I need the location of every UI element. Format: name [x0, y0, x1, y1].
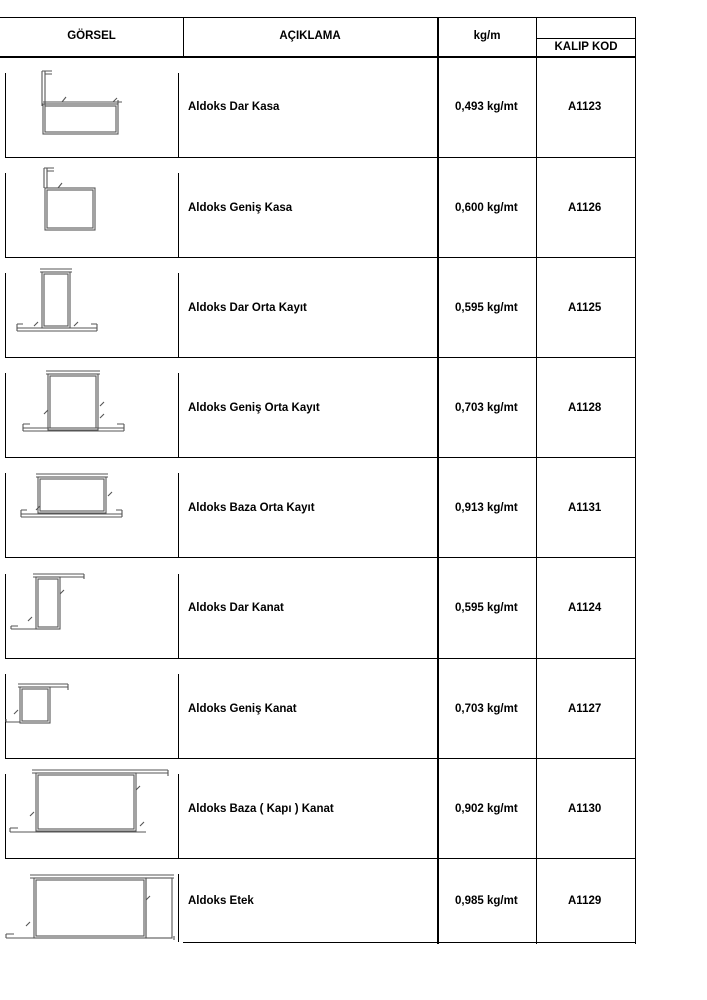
baza-orta-kayit-profile-icon [16, 466, 128, 538]
row-6-desc: Aldoks Dar Kanat [188, 602, 284, 614]
row-2-code: A1126 [568, 202, 602, 214]
row-5-desc: Aldoks Baza Orta Kayıt [188, 502, 315, 514]
image-frame-left [5, 373, 6, 457]
image-frame-left [5, 73, 6, 157]
row-3-desc: Aldoks Dar Orta Kayıt [188, 302, 307, 314]
header-gorsel: GÖRSEL [67, 30, 116, 42]
image-frame-right [178, 373, 179, 457]
image-frame-bottom [5, 858, 183, 859]
row-7-weight: 0,703 kg/mt [455, 703, 518, 715]
row-separator [183, 758, 636, 759]
image-frame-left [5, 574, 6, 658]
row-2-weight: 0,600 kg/mt [455, 202, 518, 214]
row-4-weight: 0,703 kg/mt [455, 402, 518, 414]
row-separator [183, 457, 636, 458]
row-9-weight: 0,985 kg/mt [455, 895, 518, 907]
row-9-code: A1129 [568, 895, 602, 907]
table-top-border [0, 17, 636, 18]
image-frame-right [178, 774, 179, 858]
row-2-desc: Aldoks Geniş Kasa [188, 202, 293, 214]
image-frame-left [5, 473, 6, 557]
image-frame-right [178, 273, 179, 357]
row-8-weight: 0,902 kg/mt [455, 803, 518, 815]
image-frame-right [178, 674, 179, 758]
row-6-weight: 0,595 kg/mt [455, 602, 518, 614]
header-kgm: kg/m [473, 30, 501, 42]
row-3-code: A1125 [568, 302, 602, 314]
genis-kasa-profile-icon [30, 166, 130, 238]
row-4-desc: Aldoks Geniş Orta Kayıt [188, 402, 320, 414]
image-frame-right [178, 473, 179, 557]
row-5-weight: 0,913 kg/mt [455, 502, 518, 514]
image-frame-right [178, 73, 179, 157]
image-frame-bottom [5, 658, 183, 659]
row-separator [183, 858, 636, 859]
row-4-code: A1128 [568, 402, 602, 414]
image-frame-left [5, 173, 6, 257]
row-6-code: A1124 [568, 602, 602, 614]
row-1-code: A1123 [568, 101, 602, 113]
header-kalip-kod: KALIP KOD [554, 41, 618, 53]
table-bottom-border [183, 942, 636, 943]
header-aciklama: AÇIKLAMA [279, 30, 341, 42]
dar-orta-kayit-profile-icon [12, 266, 112, 338]
genis-orta-kayit-profile-icon [18, 366, 128, 438]
image-frame-bottom [5, 457, 183, 458]
row-8-desc: Aldoks Baza ( Kapı ) Kanat [188, 803, 334, 815]
image-frame-left [5, 273, 6, 357]
baza-kapi-kanat-profile-icon [6, 766, 176, 838]
image-frame-bottom [5, 758, 183, 759]
row-7-code: A1127 [568, 703, 602, 715]
image-frame-bottom [5, 557, 183, 558]
row-3-weight: 0,595 kg/mt [455, 302, 518, 314]
dar-kasa-profile-icon [30, 66, 130, 138]
row-5-code: A1131 [568, 502, 602, 514]
image-frame-bottom [5, 357, 183, 358]
dar-kanat-profile-icon [8, 566, 98, 638]
row-separator [183, 557, 636, 558]
row-separator [183, 357, 636, 358]
image-frame-right [178, 173, 179, 257]
image-frame-bottom [5, 157, 183, 158]
image-frame-bottom [5, 257, 183, 258]
kalip-header-divider [537, 38, 636, 39]
row-separator [183, 658, 636, 659]
row-1-weight: 0,493 kg/mt [455, 101, 518, 113]
row-9-desc: Aldoks Etek [188, 895, 254, 907]
row-7-desc: Aldoks Geniş Kanat [188, 703, 297, 715]
image-frame-right [178, 574, 179, 658]
header-bottom-border [0, 56, 636, 58]
row-separator [183, 157, 636, 158]
row-1-desc: Aldoks Dar Kasa [188, 101, 280, 113]
etek-profile-icon [4, 870, 179, 942]
row-8-code: A1130 [568, 803, 602, 815]
row-separator [183, 257, 636, 258]
genis-kanat-profile-icon [4, 666, 94, 738]
